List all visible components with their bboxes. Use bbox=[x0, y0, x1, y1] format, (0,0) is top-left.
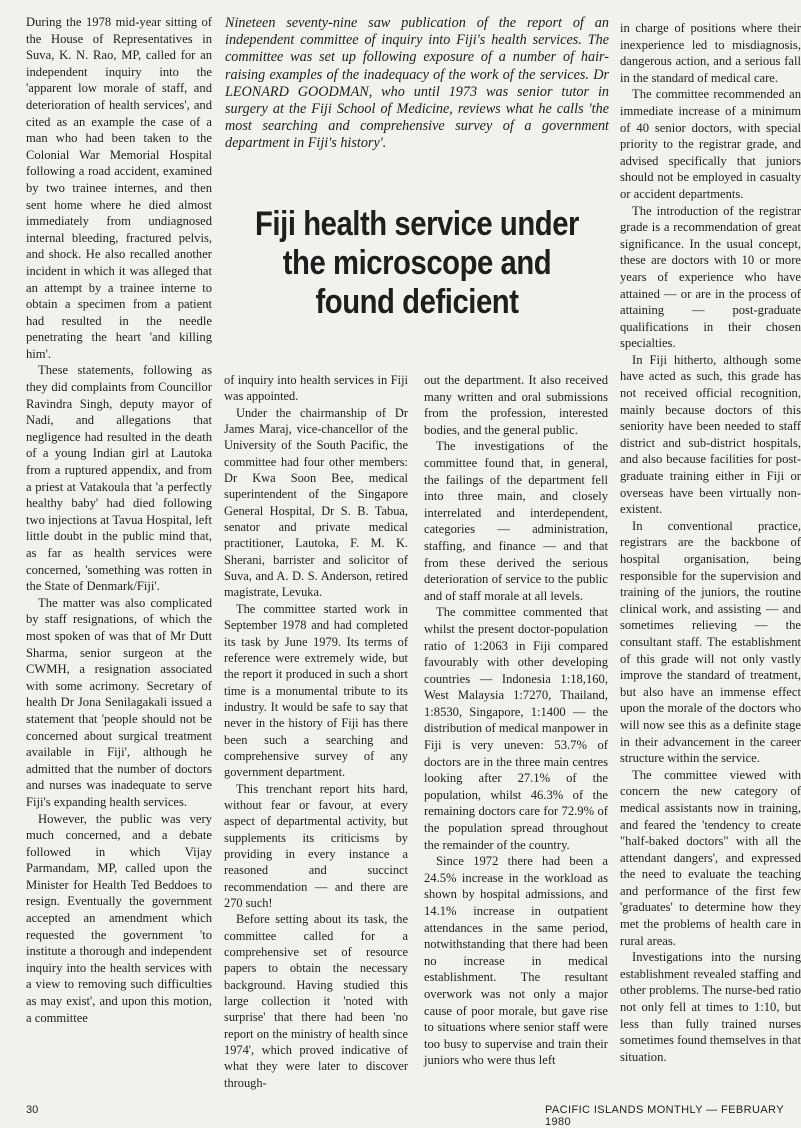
paragraph: In conventional practice, registrars are the backbone of hospital organisation, being responsible for the supervision and training of the juniors, the routine clinical work, and assisting — and sometimes relieving — the consultant staff. The establishment of this grade will not only vastly improve the standard of treatment, but also have an immense effect upon the morale of the doctors who will now see this as a definite stage in their advancement in the career structure within the service. bbox=[620, 518, 801, 766]
paragraph: The investigations of the committee found that, in general, the failings of the department fell into three main, and closely interrelated and interdependent, categories — administration, staffing, and finance — and that from these derived the serious deterioration of service to the public and of staff morale at all levels. bbox=[424, 439, 608, 603]
paragraph: The committee started work in September 1978 and had completed its task by June 1979. Its terms of reference were extremely wide, but the report it produced in such a short time is a monumental tribute to its industry. It would be safe to say that never in the history of Fiji has there been such a searching and comprehensive survey of any government department. bbox=[224, 601, 408, 780]
paragraph: The matter was also complicated by staff resignations, of which the most spoken of was that of Mr Dutt Sharma, senior surgeon at the CWMH, a resignation associated with some acrimony. Secretary of health Dr Jona Senilagakali issued a statement that 'people should not be concerned about surgical treatment available in Fiji', although he admitted that the number of doctors and nurses was inadequate to serve Fiji's expanding health services. bbox=[26, 595, 212, 809]
paragraph: Since 1972 there had been a 24.5% increase in the workload as shown by hospital admissions, and 14.1% increase in outpatient attendances in the same period, notwithstanding that there had been no increase in medical establishment. The resultant overwork was not only a major cause of poor morale, but gave rise to situations where senior staff were too busy to supervise and train their juniors who were thus left bbox=[424, 854, 608, 1068]
paragraph: In Fiji hitherto, although some have acted as such, this grade has not received official recognition, mainly because doctors of this seniority have been needed to staff district and sub-district hospitals, and also because facilities for post-graduate training either in Fiji or overseas have been virtually non-existent. bbox=[620, 352, 801, 517]
article-column-2 bbox=[224, 372, 408, 1091]
article-column-1 bbox=[26, 14, 212, 1026]
paragraph: out the department. It also received many written and oral submissions from the profession, interested bodies, and the general public. bbox=[424, 373, 608, 437]
paragraph: These statements, following as they did complaints from Councillor Ravindra Singh, deputy mayor of Nadi, and allegations that negligence had resulted in the death of a young Indian girl at Lautoka from a ruptured appendix, and from a priest at Vatakoula that 'a perfectly healthy baby' had died following two injections at Tavua Hospital, left little doubt in the public mind that, as far as health services were concerned, 'something was rotten in the State of Denmark/Fiji'. bbox=[26, 363, 212, 594]
article-column-4 bbox=[620, 20, 801, 1065]
page-number: 30 bbox=[26, 1104, 39, 1116]
paragraph: The committee recommended an immediate increase of a minimum of 40 senior doctors, with special priority to the registrar grade, and advised specifically that juniors should not be employed in casualty or accident departments. bbox=[620, 87, 801, 201]
paragraph: The committee commented that whilst the present doctor-population ratio of 1:2063 in Fiji compared favourably with other developing countries — Indonesia 1:18,160, West Malaysia 1:7270, Thailand, 1:8530, Singapore, 1:1400 — the distribution of medical manpower in Fiji is very uneven: 53.7% of doctors are in the three main centres looking after 27.1% of the population, whilst 46.3% of the remaining doctors care for 72.9% of the population spread throughout the remainder of the country. bbox=[424, 605, 608, 852]
magazine-footer: PACIFIC ISLANDS MONTHLY — FEBRUARY 1980 bbox=[545, 1104, 784, 1128]
paragraph: in charge of positions where their inexperience led to misdiagnosis, dangerous action, and a serious fall in the standard of medical care. bbox=[620, 21, 801, 85]
paragraph: Investigations into the nursing establishment revealed staffing and other problems. The nurse-bed ratio not only fell at times to 1:10, but less than fully trained nurses sometimes found themselves in that situation. bbox=[620, 950, 801, 1064]
paragraph: Before setting about its task, the committee called for a comprehensive set of resource papers to obtain the necessary background. Having studied this large collection it 'noted with surprise' that there had been 'no report on the ministry of health since 1974', which proved indicative of what they were later to discover through- bbox=[224, 912, 408, 1090]
article-column-3 bbox=[424, 372, 608, 1069]
paragraph: of inquiry into health services in Fiji was appointed. bbox=[224, 373, 408, 404]
article-standfirst: Nineteen seventy-nine saw publication of the report of an independent committee of inquiry into Fiji's health services. The committee was set up following exposure of a number of hair-raising examples of the inadequacy of the work of the services. Dr LEONARD GOODMAN, who until 1973 was senior tutor in surgery at the Fiji School of Medicine, reviews what he calls 'the most searching and comprehensive survey of a government department in Fiji's history'. bbox=[225, 15, 609, 152]
paragraph: This trenchant report hits hard, without fear or favour, at every aspect of departmental activity, but supplements its criticisms by providing in every instance a reasoned and succinct recommendation — and there are 270 such! bbox=[224, 781, 408, 910]
paragraph: However, the public was very much concerned, and a debate followed in which Vijay Parmandam, MP, called upon the Minister for Health Ted Beddoes to resign. Eventually the government accepted an amendment which requested the government 'to institute a thorough and independent inquiry into the health services with a view to removing such difficulties as may exist', and upon this motion, a committee bbox=[26, 811, 212, 1025]
paragraph: During the 1978 mid-year sitting of the House of Representatives in Suva, K. N. Rao, MP, called for an independent inquiry into the 'apparent low morale of staff, and deterioration of health services', and cited as an example the case of a man who had been taken to the Colonial War Memorial Hospital following a road accident, examined by two trainee internes, and then sent home where he died almost immediately from undiagnosed internal bleeding, fractured pelvis, and shock. He also recalled another incident in which it was alleged that an attempt by a trainee interne to obtain a specimen from a patient had resulted in the needle penetrating the heart 'and killing him'. bbox=[26, 15, 212, 361]
paragraph: The introduction of the registrar grade is a recommendation of great significance. In the usual concept, these are doctors with 10 or more years of experience who have attained — or are in the process of attaining — post-graduate qualifications in their chosen specialties. bbox=[620, 203, 801, 351]
paragraph: Under the chairmanship of Dr James Maraj, vice-chancellor of the University of the South Pacific, the committee had four other members: Dr Kwa Soon Bee, medical superintendent of the Singapore General Hospital, Dr S. B. Tabua, senator and private medical practitioner, Lautoka, F. M. K. Sherani, barrister and solicitor of Suva, and A. D. S. Anderson, retired magistrate, Levuka. bbox=[224, 405, 408, 600]
paragraph: The committee viewed with concern the new category of medical assistants now in training, and feared the 'tendency to create "half-baked doctors" with all the attendant dangers', and expressed the need to evaluate the teaching and performance of the first few 'graduates' to determine how they met the problems of health care in rural areas. bbox=[620, 767, 801, 948]
article-headline: Fiji health service under the microscope and found deficient bbox=[254, 205, 580, 321]
